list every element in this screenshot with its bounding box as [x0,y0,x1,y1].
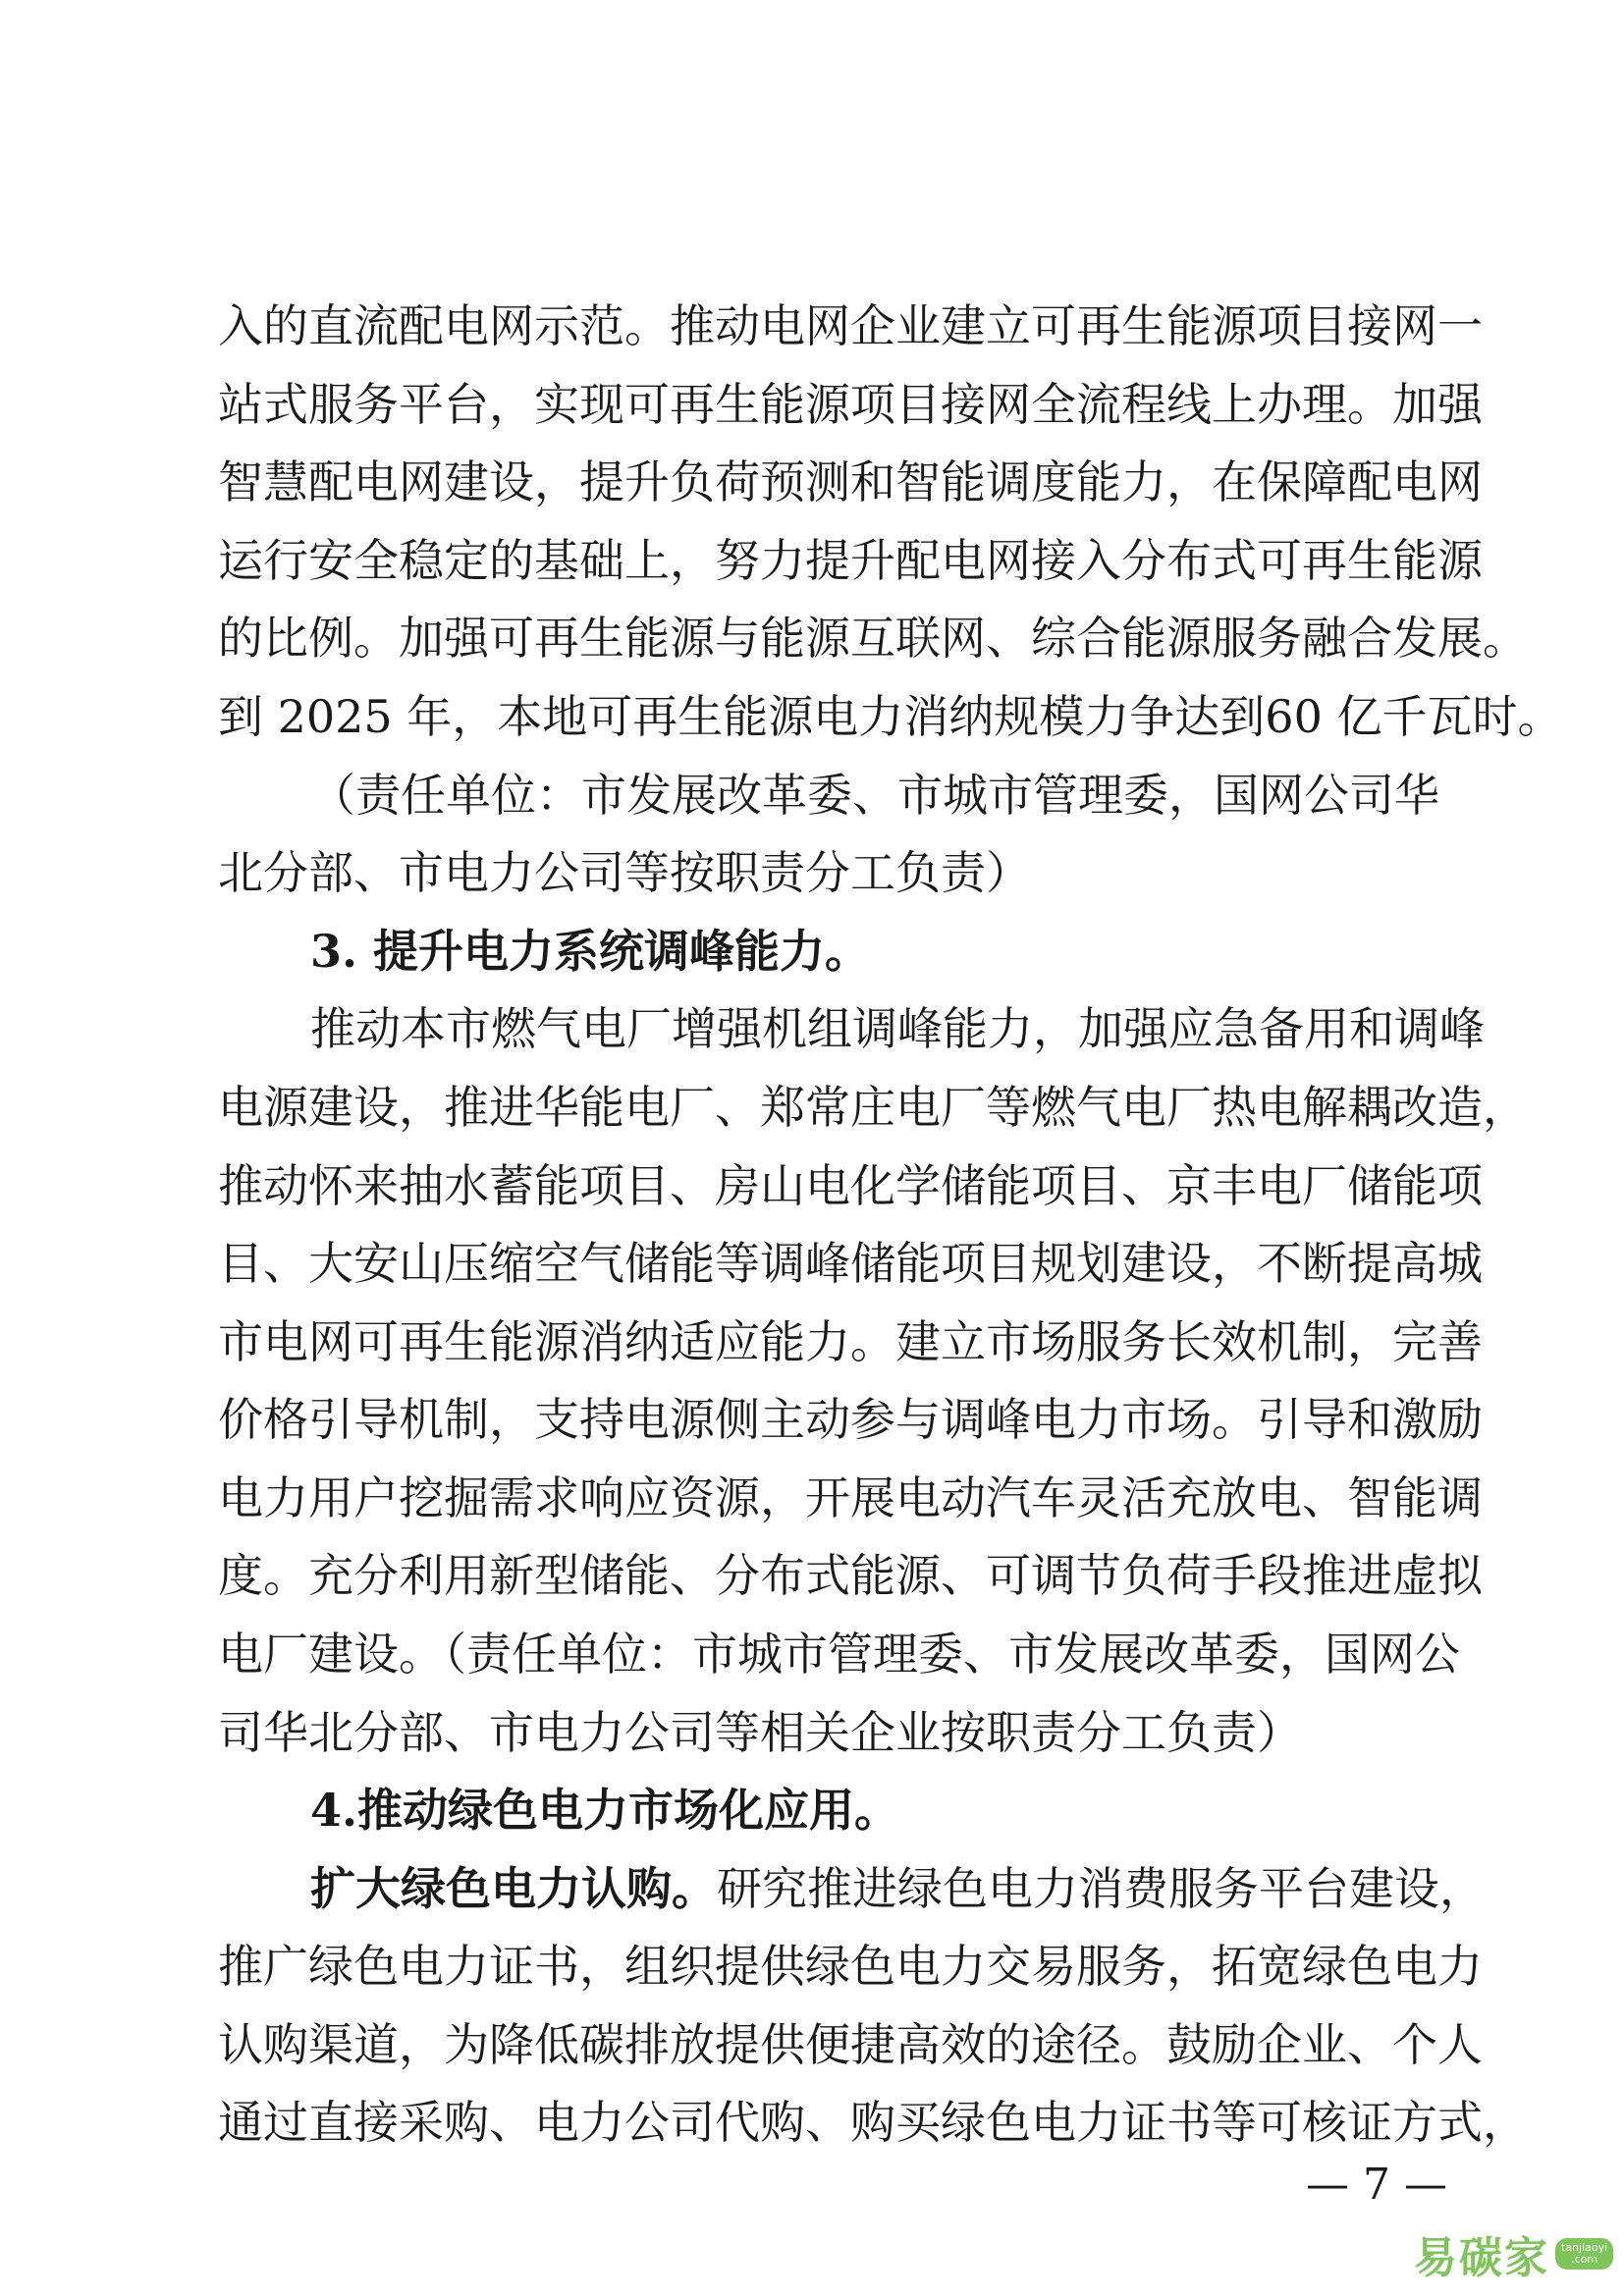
paragraph-line: 通过直接采购、电力公司代购、购买绿色电力证书等可核证方式， [218,2096,1528,2149]
paragraph-line: 运行安全稳定的基础上，努力提升配电网接入分布式可再生能源 [218,534,1483,587]
responsibility-line: 北分部、市电力公司等按职责分工负责） [218,846,1031,899]
paragraph-line: 站式服务平台，实现可再生能源项目接网全流程线上办理。加强 [218,378,1483,431]
watermark-domain-line1: tanjiaoyi [1561,2241,1608,2254]
paragraph-line: 推广绿色电力证书，组织提供绿色电力交易服务，拓宽绿色电力 [218,1940,1483,1993]
paragraph-line: 电力用户挖掘需求响应资源，开展电动汽车灵活充放电、智能调 [218,1471,1483,1524]
paragraph-line: 到 2025 年，本地可再生能源电力消纳规模力争达到60 亿千瓦时。 [218,690,1563,743]
watermark-domain [1555,2238,1613,2269]
paragraph-line: 推动本市燃气电厂增强机组调峰能力，加强应急备用和调峰 [310,1002,1485,1055]
paragraph-line: 的比例。加强可再生能源与能源互联网、综合能源服务融合发展。 [218,612,1528,665]
paragraph-line: 电源建设，推进华能电厂、郑常庄电厂等燃气电厂热电解耦改造， [218,1081,1528,1134]
paragraph-line: 价格引导机制，支持电源侧主动参与调峰电力市场。引导和激励 [218,1393,1483,1446]
section-heading-3: 3. 提升电力系统调峰能力。 [310,925,871,978]
paragraph-line: 推动怀来抽水蓄能项目、房山电化学储能项目、京丰电厂储能项 [218,1159,1483,1212]
paragraph-line: 智慧配电网建设，提升负荷预测和智能调度能力，在保障配电网 [218,455,1483,508]
paragraph-line: 度。充分利用新型储能、分布式能源、可调节负荷手段推进虚拟 [218,1549,1483,1602]
section-heading-4: 4.推动绿色电力市场化应用。 [310,1784,900,1837]
paragraph-line: 认购渠道，为降低碳排放提供便捷高效的途径。鼓励企业、个人 [218,2018,1483,2071]
lead-bold-phrase: 扩大绿色电力认购。 [310,1862,717,1915]
watermark-brand: 易碳家 [1414,2233,1549,2283]
paragraph-line: 电厂建设。（责任单位：市城市管理委、市发展改革委，国网公 [218,1628,1460,1681]
paragraph-line: 司华北分部、市电力公司等相关企业按职责分工负责） [218,1706,1302,1759]
responsibility-line: （责任单位：市发展改革委、市城市管理委，国网公司华 [310,769,1439,822]
paragraph-line: 目、大安山压缩空气储能等调峰储能项目规划建设，不断提高城 [218,1237,1483,1290]
paragraph-line-lead [310,1859,1485,1918]
watermark-domain-line2: .com [1571,2253,1598,2266]
page-number: — 7 — [1306,2160,1447,2210]
paragraph-line: 市电网可再生能源消纳适应能力。建立市场服务长效机制，完善 [218,1315,1483,1368]
lead-line-rest: 研究推进绿色电力消费服务平台建设， [717,1862,1485,1915]
watermark-logo [1414,2226,1613,2281]
paragraph-line: 入的直流配电网示范。推动电网企业建立可再生能源项目接网一 [218,299,1483,352]
